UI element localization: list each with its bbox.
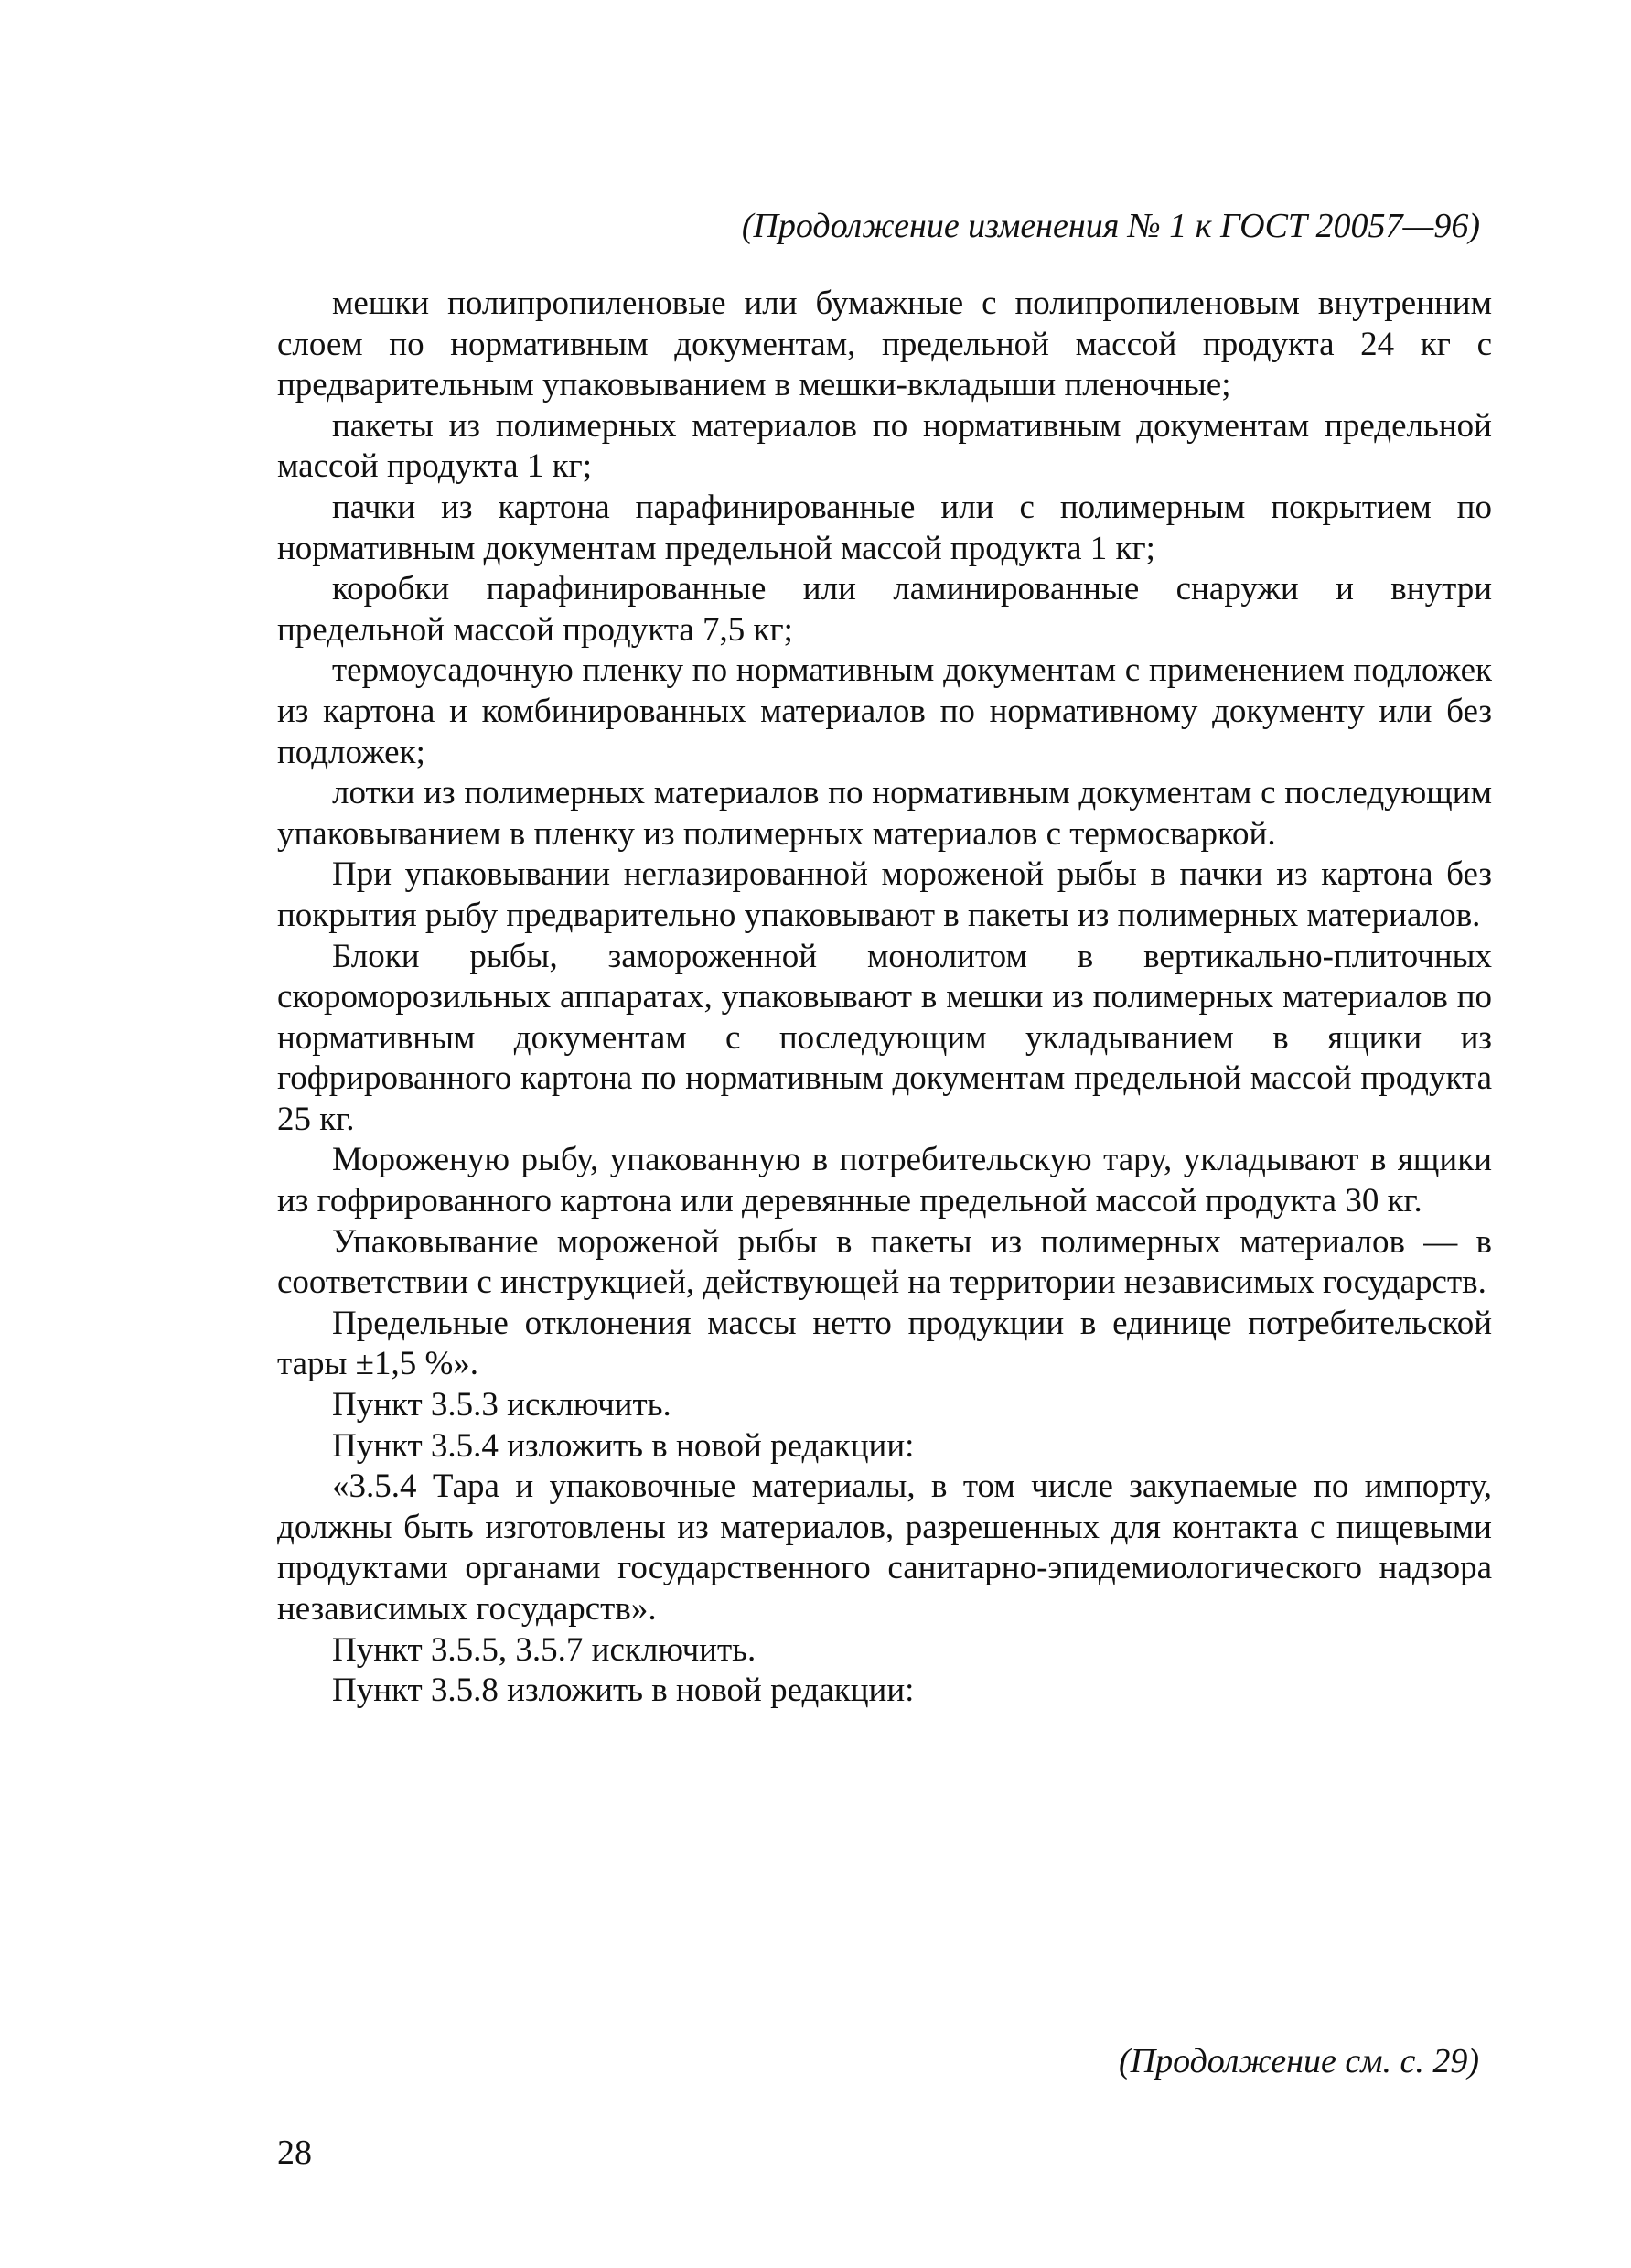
paragraph: Пункт 3.5.8 изложить в новой редакции: xyxy=(332,1671,915,1710)
paragraph: пакеты из полимерных материалов по нормативным документам предельной массой продукта 1 кг; xyxy=(277,406,1492,486)
paragraph: Предельные отклонения массы нетто продукции в единице потребительской тары ±1,5 %». xyxy=(277,1304,1492,1383)
paragraph: При упаковывании неглазированной мороженой рыбы в пачки из картона без покрытия рыбу предварительно упаковывают в пакеты из полимерных материалов. xyxy=(277,855,1492,934)
paragraph: «3.5.4 Тара и упаковочные материалы, в том числе закупаемые по импорту, должны быть изготовлены из материалов, разрешенных для контакта с пищевыми продуктами органами государственного санитарно-эпидемиологического надзора независимых государств». xyxy=(277,1467,1492,1628)
paragraph: мешки полипропиленовые или бумажные с полипропиленовым внутренним слоем по нормативным документам, предельной массой продукта 24 кг с предварительным упаковыванием в мешки-вкладыши пленочные; xyxy=(277,285,1492,404)
paragraph: Мороженую рыбу, упакованную в потребительскую тару, укладывают в ящики из гофрированного картона или деревянные предельной массой продукта 30 кг. xyxy=(277,1141,1492,1220)
paragraph: пачки из картона парафинированные или с полимерным покрытием по нормативным документам предельной массой продукта 1 кг; xyxy=(277,488,1492,567)
paragraph: Упаковывание мороженой рыбы в пакеты из полимерных материалов — в соответствии с инструкцией, действующей на территории независимых государств. xyxy=(277,1222,1492,1302)
page-header-continuation: (Продолжение изменения № 1 к ГОСТ 20057—96) xyxy=(741,207,1480,245)
paragraph: лотки из полимерных материалов по нормативным документам с последующим упаковыванием в пленку из полимерных материалов с термосваркой. xyxy=(277,774,1492,853)
paragraph: термоусадочную пленку по нормативным документам с применением подложек из картона и комбинированных материалов по нормативному документу или без подложек; xyxy=(277,651,1492,771)
paragraph: Пункт 3.5.4 изложить в новой редакции: xyxy=(332,1426,915,1465)
paragraph: коробки парафинированные или ламинированные снаружи и внутри предельной массой продукта 7,5 кг; xyxy=(277,570,1492,649)
page-number: 28 xyxy=(277,2134,312,2172)
paragraph: Пункт 3.5.5, 3.5.7 исключить. xyxy=(332,1630,756,1669)
page-footer-continuation: (Продолжение см. с. 29) xyxy=(1118,2042,1479,2080)
paragraph: Блоки рыбы, замороженной монолитом в вертикально-плиточных скороморозильных аппаратах, упаковывают в мешки из полимерных материалов по нормативным документам с последующим укладыванием в ящики из гофрированного картона по нормативным документам предельной массой продукта 25 кг. xyxy=(277,937,1492,1138)
document-body xyxy=(277,284,1492,1712)
paragraph: Пункт 3.5.3 исключить. xyxy=(332,1386,671,1424)
